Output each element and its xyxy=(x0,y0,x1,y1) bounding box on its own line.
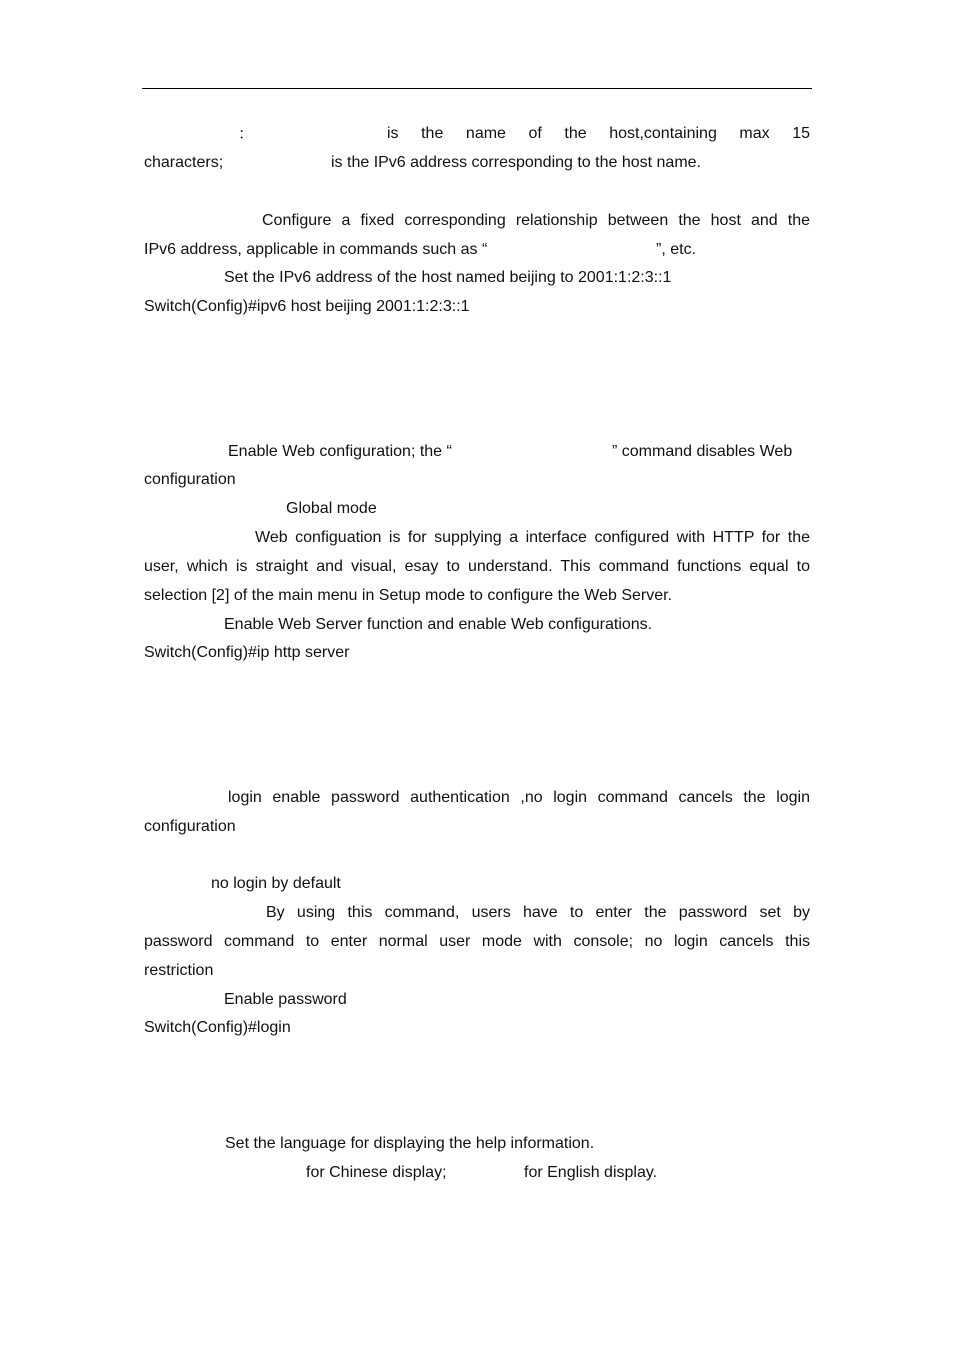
language-function: Set the language for displaying the help information. xyxy=(225,1135,595,1152)
login-usage-line2: password command to enter normal user mode with console; no login cancels this xyxy=(144,933,810,950)
language-param-chinese: for Chinese display; xyxy=(306,1164,447,1181)
http-usage-line3: selection [2] of the main menu in Setup mode to configure the Web Server. xyxy=(144,587,673,604)
host-param-desc-line2b: is the IPv6 address corresponding to the host name. xyxy=(331,154,701,171)
host-param-desc-line2a: characters; xyxy=(144,154,224,171)
http-function-line2: configuration xyxy=(144,471,236,488)
login-default: no login by default xyxy=(211,875,341,892)
login-usage-line1: By using this command, users have to enter the password set by xyxy=(266,904,810,921)
language-param-english: for English display. xyxy=(524,1164,658,1181)
login-function-line2: configuration xyxy=(144,818,236,835)
ipv6-host-example-command: Switch(Config)#ipv6 host beijing 2001:1:2:3::1 xyxy=(144,298,470,315)
header-rule xyxy=(142,88,812,89)
host-param-desc-line1: is the name of the host,containing max 15 xyxy=(387,125,810,142)
http-usage-line2: user, which is straight and visual, esay to understand. This command functions equal to xyxy=(144,558,810,575)
http-example-command: Switch(Config)#ip http server xyxy=(144,644,350,661)
ipv6-host-function-line2b: ”, etc. xyxy=(656,241,697,258)
http-command-mode: Global mode xyxy=(286,500,377,517)
http-function-line1b: ” command disables Web xyxy=(612,443,793,460)
ipv6-host-function-line2a: IPv6 address, applicable in commands such as “ xyxy=(144,241,488,258)
login-usage-line3: restriction xyxy=(144,962,214,979)
http-usage-line1: Web configuation is for supplying a interface configured with HTTP for the xyxy=(255,529,810,546)
ipv6-host-function-line1: Configure a fixed corresponding relationship between the host and the xyxy=(262,212,810,229)
ipv6-host-example-desc: Set the IPv6 address of the host named beijing to 2001:1:2:3::1 xyxy=(224,269,672,286)
login-example-desc: Enable password xyxy=(224,991,347,1008)
parameter-colon: ： xyxy=(238,126,255,143)
http-example-desc: Enable Web Server function and enable Web configurations. xyxy=(224,616,653,633)
login-function-line1: login enable password authentication ,no login command cancels the login xyxy=(228,789,810,806)
http-function-line1a: Enable Web configuration; the “ xyxy=(228,443,452,460)
login-example-command: Switch(Config)#login xyxy=(144,1019,291,1036)
